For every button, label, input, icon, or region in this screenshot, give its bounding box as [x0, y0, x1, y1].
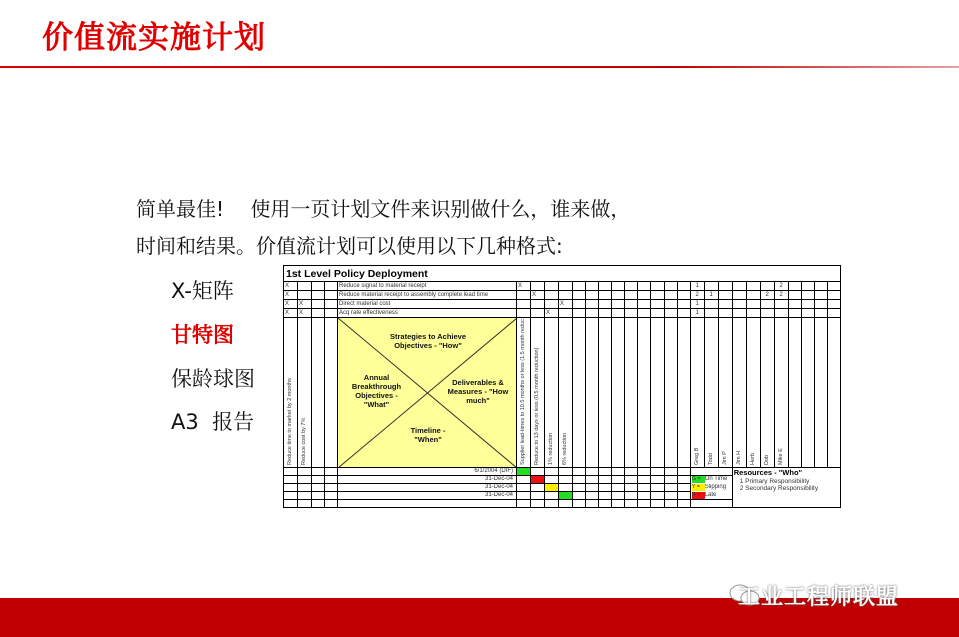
person-label: Dob: [760, 318, 774, 468]
grid-cell: [651, 492, 664, 500]
objective-label: Reduce time to market by 2 months: [284, 318, 298, 468]
grid-cell: [599, 300, 612, 309]
grid-cell: [788, 318, 801, 468]
grid-cell: [746, 282, 760, 291]
grid-cell: [559, 291, 573, 300]
grid-cell: [545, 500, 559, 508]
strategy-row: [284, 309, 841, 318]
grid-cell: [801, 291, 814, 300]
deliverable-label: Reduce to 13 days or less (0.5 month reduction): [531, 318, 545, 468]
grid-cell: [788, 282, 801, 291]
grid-cell: [312, 492, 325, 500]
grid-cell: [586, 492, 599, 500]
deliverable-mark: X: [545, 309, 559, 318]
grid-cell: [559, 500, 573, 508]
objective-mark: [312, 291, 325, 300]
objective-mark: [312, 309, 325, 318]
resource-mark: 2: [774, 282, 788, 291]
resource-mark: 1: [690, 282, 704, 291]
status-cell: [531, 476, 545, 484]
grid-cell: [531, 300, 545, 309]
resource-mark: 2: [774, 291, 788, 300]
grid-cell: [599, 318, 612, 468]
grid-cell: [573, 282, 586, 291]
grid-cell: [827, 300, 840, 309]
grid-cell: [573, 500, 586, 508]
grid-cell: [612, 492, 625, 500]
grid-cell: [599, 468, 612, 476]
grid-cell: [801, 282, 814, 291]
grid-cell: [677, 300, 690, 309]
grid-cell: [625, 291, 638, 300]
status-legend: [690, 492, 732, 500]
grid-cell: [586, 318, 599, 468]
legend-swatch: R =: [692, 492, 705, 499]
legend-swatch: G =: [692, 476, 705, 483]
strategy-row: [284, 300, 841, 309]
slide-title: 价值流实施计划: [42, 20, 266, 56]
diagram-what: Annual Breakthrough Objectives - "What": [351, 373, 402, 409]
grid-cell: [599, 309, 612, 318]
strategy-text: Direct material cost: [338, 300, 517, 309]
grid-cell: [638, 500, 651, 508]
resource-mark: 2: [690, 291, 704, 300]
intro-line-1: 简单最佳! 使用一页计划文件来识别做什么，谁来做，: [136, 197, 631, 221]
intro-line-2: 时间和结果。价值流计划可以使用以下几种格式:: [136, 234, 563, 258]
strategy-row: [284, 291, 841, 300]
grid-cell: [573, 309, 586, 318]
grid-cell: [827, 282, 840, 291]
resources-legend: Resources - "Who" 1 Primary Responsibility 2 Secondary Responsibility: [732, 468, 840, 508]
grid-cell: [664, 492, 677, 500]
format-bowling: 保龄球图: [171, 367, 255, 391]
grid-cell: [612, 468, 625, 476]
grid-cell: [599, 291, 612, 300]
legend-label: Late: [704, 491, 717, 498]
grid-cell: [774, 300, 788, 309]
title-divider: [0, 66, 959, 68]
grid-cell: [732, 309, 746, 318]
timeline-date: [338, 500, 517, 508]
deliverable-label: Supplier lead-times to 10.5 months or less (1.5 month reduc: [517, 318, 531, 468]
grid-cell: [814, 282, 827, 291]
grid-cell: [531, 468, 545, 476]
grid-cell: [664, 500, 677, 508]
grid-cell: [612, 291, 625, 300]
grid-cell: [732, 300, 746, 309]
grid-cell: [517, 500, 531, 508]
grid-cell: [586, 484, 599, 492]
grid-cell: [788, 300, 801, 309]
grid-cell: [677, 291, 690, 300]
resource-mark: 2: [760, 291, 774, 300]
grid-cell: [638, 484, 651, 492]
grid-cell: [545, 300, 559, 309]
grid-cell: [625, 318, 638, 468]
grid-cell: [559, 468, 573, 476]
grid-cell: [298, 484, 312, 492]
grid-cell: [612, 282, 625, 291]
grid-cell: [718, 291, 732, 300]
grid-cell: [827, 309, 840, 318]
legend-label: On Time: [704, 476, 728, 483]
grid-cell: [664, 468, 677, 476]
diagram-how-much: Deliverables & Measures - "How much": [447, 378, 509, 405]
grid-cell: [664, 282, 677, 291]
grid-cell: [573, 476, 586, 484]
watermark: 工业工程师联盟: [738, 585, 900, 610]
grid-cell: [746, 309, 760, 318]
resource-mark: 1: [704, 291, 718, 300]
grid-cell: [746, 300, 760, 309]
grid-cell: [651, 291, 664, 300]
grid-cell: [664, 300, 677, 309]
grid-cell: [760, 282, 774, 291]
grid-cell: [612, 309, 625, 318]
grid-cell: [625, 484, 638, 492]
grid-cell: [517, 291, 531, 300]
grid-cell: [586, 300, 599, 309]
grid-cell: [718, 300, 732, 309]
objective-mark: [298, 291, 312, 300]
deliverable-mark: X: [517, 282, 531, 291]
grid-cell: [651, 484, 664, 492]
grid-cell: [638, 300, 651, 309]
grid-cell: [284, 492, 298, 500]
grid-cell: [677, 484, 690, 492]
grid-cell: [573, 492, 586, 500]
grid-cell: [814, 318, 827, 468]
grid-cell: [586, 309, 599, 318]
grid-cell: [586, 291, 599, 300]
grid-cell: [651, 318, 664, 468]
grid-cell: [312, 500, 325, 508]
grid-cell: [704, 282, 718, 291]
legend-label: Slipping: [704, 484, 727, 490]
grid-cell: [827, 318, 840, 468]
legend-swatch: Y =: [692, 484, 705, 491]
grid-cell: [664, 476, 677, 484]
grid-cell: [638, 468, 651, 476]
grid-cell: [612, 484, 625, 492]
x-matrix-diagram: [338, 318, 517, 468]
grid-cell: [814, 300, 827, 309]
grid-cell: [517, 300, 531, 309]
grid-cell: [625, 492, 638, 500]
grid-cell: [788, 291, 801, 300]
objective-label: Reduce cost by 7%: [298, 318, 312, 468]
resource-mark: 1: [690, 300, 704, 309]
grid-cell: [284, 476, 298, 484]
grid-cell: [638, 309, 651, 318]
grid-cell: [677, 500, 690, 508]
grid-cell: [704, 309, 718, 318]
timeline-date: 31-Dec-04: [338, 484, 517, 492]
grid-cell: [284, 500, 298, 508]
grid-cell: [651, 300, 664, 309]
grid-cell: [638, 476, 651, 484]
grid-cell: [718, 282, 732, 291]
matrix-title: 1st Level Policy Deployment: [284, 266, 841, 282]
grid-cell: [586, 468, 599, 476]
grid-cell: [612, 300, 625, 309]
grid-cell: [531, 492, 545, 500]
grid-cell: [312, 476, 325, 484]
grid-cell: [586, 500, 599, 508]
grid-cell: [325, 318, 338, 468]
objective-mark: X: [298, 309, 312, 318]
status-cell: [517, 468, 531, 476]
grid-cell: [625, 282, 638, 291]
objective-mark: X: [298, 300, 312, 309]
grid-cell: [531, 282, 545, 291]
objective-mark: [312, 282, 325, 291]
grid-cell: [545, 492, 559, 500]
grid-cell: [774, 309, 788, 318]
grid-cell: [814, 291, 827, 300]
objective-mark: [325, 291, 338, 300]
objective-mark: X: [284, 291, 298, 300]
grid-cell: [531, 500, 545, 508]
grid-cell: [625, 476, 638, 484]
grid-cell: [517, 492, 531, 500]
timeline-row: [284, 468, 841, 476]
grid-cell: [625, 300, 638, 309]
grid-cell: [625, 468, 638, 476]
grid-cell: [704, 300, 718, 309]
grid-cell: [517, 484, 531, 492]
strategy-text: Reduce signal to material receipt: [338, 282, 517, 291]
grid-cell: [612, 500, 625, 508]
grid-cell: [284, 484, 298, 492]
grid-cell: [517, 476, 531, 484]
grid-cell: [586, 282, 599, 291]
grid-cell: [559, 476, 573, 484]
grid-cell: [651, 309, 664, 318]
status-legend: [690, 484, 732, 492]
objective-mark: X: [284, 282, 298, 291]
grid-cell: [545, 468, 559, 476]
resource-mark: 1: [690, 309, 704, 318]
grid-cell: [599, 484, 612, 492]
grid-cell: [599, 492, 612, 500]
person-label: Herb: [746, 318, 760, 468]
grid-cell: [573, 291, 586, 300]
grid-cell: [677, 282, 690, 291]
grid-cell: [651, 282, 664, 291]
grid-cell: [732, 282, 746, 291]
objective-mark: [312, 300, 325, 309]
diagram-how: Strategies to Achieve Objectives - "How": [390, 332, 466, 350]
grid-cell: [573, 300, 586, 309]
grid-cell: [801, 309, 814, 318]
grid-cell: [612, 318, 625, 468]
grid-cell: [531, 309, 545, 318]
objective-mark: [325, 300, 338, 309]
grid-cell: [801, 318, 814, 468]
grid-cell: [312, 484, 325, 492]
status-cell: [545, 484, 559, 492]
deliverable-mark: X: [559, 300, 573, 309]
grid-cell: [677, 468, 690, 476]
grid-cell: [298, 500, 312, 508]
grid-cell: [545, 282, 559, 291]
person-label: Greg B: [690, 318, 704, 468]
objective-mark: X: [284, 300, 298, 309]
strategy-row: [284, 282, 841, 291]
grid-cell: [651, 476, 664, 484]
grid-cell: [760, 300, 774, 309]
grid-cell: [312, 318, 325, 468]
strategy-text: Reduce material receipt to assembly complete lead time: [338, 291, 517, 300]
grid-cell: [625, 309, 638, 318]
diagram-when: Timeline - "When": [410, 426, 446, 444]
grid-cell: [599, 500, 612, 508]
deliverable-label: 1% reduction: [545, 318, 559, 468]
grid-cell: [559, 309, 573, 318]
grid-cell: [517, 309, 531, 318]
objective-mark: [325, 282, 338, 291]
status-legend: [690, 476, 732, 484]
grid-cell: [545, 476, 559, 484]
grid-cell: [638, 492, 651, 500]
grid-cell: [664, 309, 677, 318]
grid-cell: [559, 484, 573, 492]
grid-cell: [298, 476, 312, 484]
grid-cell: [325, 484, 338, 492]
grid-cell: [298, 492, 312, 500]
grid-cell: [677, 309, 690, 318]
grid-cell: [312, 468, 325, 476]
grid-cell: [664, 484, 677, 492]
grid-cell: [298, 468, 312, 476]
grid-cell: [760, 309, 774, 318]
grid-cell: [612, 476, 625, 484]
timeline-date: 6/1/2004 (DIF): [338, 468, 517, 476]
format-a3: A3 报告: [171, 410, 255, 434]
objective-mark: [325, 309, 338, 318]
grid-cell: [573, 468, 586, 476]
grid-cell: [788, 309, 801, 318]
format-gantt: 甘特图: [171, 323, 234, 347]
grid-cell: [664, 291, 677, 300]
grid-cell: [801, 300, 814, 309]
grid-cell: [599, 282, 612, 291]
format-x-matrix: X-矩阵: [171, 279, 234, 303]
person-label: Jim H: [732, 318, 746, 468]
grid-cell: [573, 318, 586, 468]
grid-cell: [638, 291, 651, 300]
grid-cell: [559, 282, 573, 291]
grid-cell: [325, 500, 338, 508]
status-cell: [559, 492, 573, 500]
grid-cell: [664, 318, 677, 468]
grid-cell: [625, 500, 638, 508]
strategy-text: Acq rate effectiveness: [338, 309, 517, 318]
grid-cell: [325, 476, 338, 484]
grid-cell: [573, 484, 586, 492]
grid-cell: [814, 309, 827, 318]
grid-cell: [651, 500, 664, 508]
grid-cell: [586, 476, 599, 484]
grid-cell: [531, 484, 545, 492]
person-label: Mike E: [774, 318, 788, 468]
grid-cell: [690, 468, 732, 476]
grid-cell: [827, 291, 840, 300]
grid-cell: [638, 318, 651, 468]
person-label: Todd: [704, 318, 718, 468]
person-label: Jim P: [718, 318, 732, 468]
deliverable-mark: X: [531, 291, 545, 300]
grid-cell: [284, 468, 298, 476]
grid-cell: [325, 492, 338, 500]
grid-cell: [677, 476, 690, 484]
grid-cell: [677, 318, 690, 468]
timeline-date: 31-Dec-04: [338, 492, 517, 500]
deliverable-label: 6% reduction: [559, 318, 573, 468]
grid-cell: [599, 476, 612, 484]
x-matrix-policy-deployment: [283, 265, 841, 508]
grid-cell: [545, 291, 559, 300]
grid-cell: [638, 282, 651, 291]
grid-cell: [677, 492, 690, 500]
grid-cell: [325, 468, 338, 476]
grid-cell: [746, 291, 760, 300]
timeline-date: 31-Dec-04: [338, 476, 517, 484]
grid-cell: [690, 500, 732, 508]
objective-mark: [298, 282, 312, 291]
grid-cell: [718, 309, 732, 318]
grid-cell: [732, 291, 746, 300]
objective-mark: X: [284, 309, 298, 318]
grid-cell: [651, 468, 664, 476]
